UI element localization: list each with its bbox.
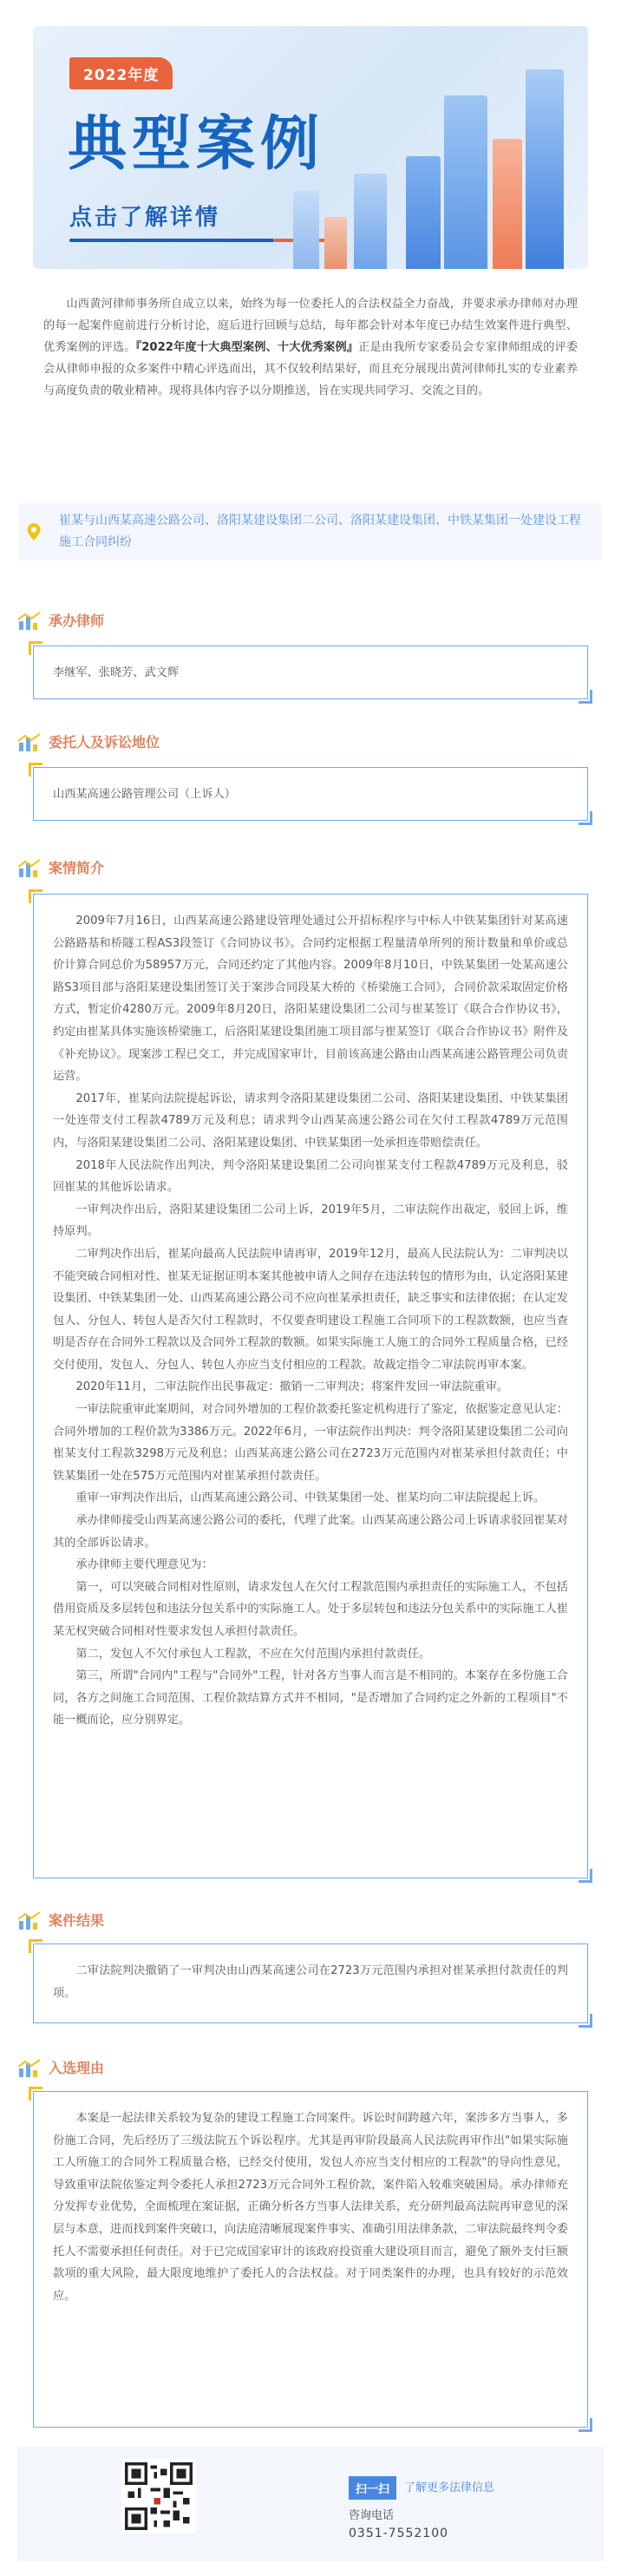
footer: [17, 2447, 604, 2561]
section-header-summary: [17, 855, 604, 881]
summary-paragraph: 一审法院重审此案期间，对合同外增加的工程价款委托鉴定机构进行了鉴定，依据鉴定意见认定：合同外增加的工程价款为3386万元。2022年6月，一审法院作出判决：判令洛阳某建设集团二公司向崔某支付工程款3298万元及利息；山西某高速公路公司在2723万元范围内对崔某承担付款责任；中铁某集团一处在575万元范围内对崔某承担付款责任。: [53, 1403, 568, 1483]
section-header-lawyer: [17, 607, 604, 633]
section-label: 案情简介: [49, 860, 105, 876]
qr-code-icon: [125, 2462, 193, 2530]
building-illustration: [406, 156, 441, 269]
section-header-client: [17, 729, 604, 755]
summary-paragraph: 第二，发包人不欠付承包人工程款，不应在欠付范围内承担付款责任。: [75, 1647, 431, 1661]
lawyer-names: 李继军、张晓芳、武文辉: [53, 666, 180, 679]
bar-chart-icon: [17, 2058, 42, 2079]
bar-chart-icon: [17, 611, 42, 632]
summary-paragraph: 承办律师接受山西某高速公路公司的委托，代理了此案。山西某高速公路公司上诉请求驳回崔某对其的全部诉讼请求。: [53, 1514, 568, 1550]
intro-part-a: 山西黄河律师事务所自成立以来，始终为每一位委托人的合法权益全力奋战，并要求承办律师对办理的每一起案件庭前进行分析讨论，庭后进行回顾与总结，每年都会针对本年度已办结生效案件进行典型、优秀案例的评选。: [43, 298, 578, 354]
section-box-client: [33, 767, 588, 821]
year-tag: 2022年度: [69, 57, 173, 89]
summary-paragraph: 一审判决作出后，洛阳某建设集团二公司上诉，2019年5月，二审法院作出裁定，驳回上诉，维持原判。: [53, 1203, 568, 1239]
section-box-lawyer: [33, 646, 588, 699]
reason-text: 本案是一起法律关系较为复杂的建设工程施工合同案件。诉讼时间跨越六年，案涉多方当事人，多份施工合同，先后经历了三级法院五个诉讼程序。尤其是再审阶段最高人民法院再审作出"如果实际施工人所施工的合同外工程质量合格，已经交付使用，发包人亦应当支付相应的工程款"的导向性意见，导致重审法院依鉴定判令委托人承担2723万元合同外工程价款，案件陷入较难突破困局。承办律师充分发挥专业优势，全面梳理在案证据，正确分析各方当事人法律关系，充分研判最高法院再审意见的深层与本意，进而找到案件突破口，向法庭清晰展现案件事实、准确引用法律条款，二审法院最终判令委托人不需要承担任何责任。对于已完成国家审计的该政府投资重大建设项目而言，避免了额外支付巨额款项的重大风险，最大限度地维护了委托人的合法权益。对于同类案件的办理，也具有较好的示范效应。: [53, 2112, 568, 2303]
case-title: 崔某与山西某高速公路公司、洛阳某建设集团二公司、洛阳某建设集团、中铁某集团一处建设工程施工合同纠纷: [59, 514, 581, 549]
scan-badge: 扫一扫: [349, 2476, 396, 2500]
section-label: 承办律师: [49, 613, 105, 629]
summary-paragraph: 承办律师主要代理意见为：: [75, 1558, 213, 1572]
section-label: 案件结果: [49, 1912, 105, 1929]
intro-text: [43, 293, 578, 402]
section-label: 入选理由: [49, 2060, 105, 2076]
qr-code[interactable]: [121, 2459, 196, 2533]
building-illustration: [526, 69, 564, 269]
banner-title: 典型案例: [68, 110, 325, 179]
location-pin-icon: [26, 522, 42, 541]
building-illustration: [493, 139, 522, 269]
summary-paragraph: 二审判决作出后，崔某向最高人民法院申请再审，2019年12月，最高人民法院认为：二审判决以不能突破合同相对性、崔某无证据证明本案其他被申请人之间存在违法转包的情形为由，认定洛阳某建设集团、中铁某集团一处、山西某高速公路公司不应向崔某承担责任，缺乏事实和法律依据；在认定发包人、分包人、转包人是否欠付工程款时，不仅要查明建设工程施工合同项下的工程款数额，也应当查明是否存在合同外工程款以及合同外工程款的数额。如果实际施工人施工的合同外工程质量合格，已经交付使用，发包人、分包人、转包人亦应当支付相应的工程款。故裁定指令二审法院再审本案。: [53, 1247, 568, 1372]
summary-paragraph: 2018年人民法院作出判决，判令洛阳某建设集团二公司向崔某支付工程款4789万元及利息，驳回崔某的其他诉讼请求。: [53, 1158, 568, 1195]
section-header-result: [17, 1907, 604, 1933]
section-box-reason: [33, 2091, 588, 2428]
summary-paragraph: 2017年，崔某向法院提起诉讼，请求判令洛阳某建设集团二公司、洛阳某建设集团、中铁某集团一处连带支付工程款4789万元及利息；请求判令山西某高速公路公司在欠付工程款4789万元范围内，与洛阳某建设集团二公司、洛阳某建设集团、中铁某集团一处承担连带赔偿责任。: [53, 1091, 568, 1150]
result-text: 二审法院判决撤销了一审判决由山西某高速公司在2723万元范围内承担对崔某承担付款责任的判项。: [53, 1964, 568, 2000]
intro-part-b: 正是由我所专家委员会专家律师组成的评委会从律师申报的众多案件中精心评选而出，其不仅较利结果好，而且充分展现出黄河律师扎实的专业素养与高度负责的敬业精神。现将具体内容予以分期推送，旨在实现共同学习、交流之目的。: [43, 341, 579, 397]
subtitle-underline: [69, 239, 274, 242]
footer-title: 了解更多法律信息: [404, 2481, 495, 2494]
bar-chart-icon: [17, 858, 42, 879]
banner-subtitle[interactable]: 点击了解详情: [69, 205, 221, 231]
building-illustration: [293, 191, 319, 269]
client-info: 山西某高速公路管理公司（上诉人）: [53, 788, 236, 801]
summary-paragraph: 第一，可以突破合同相对性原则，请求发包人在欠付工程款范围内承担责任的实际施工人，不包括借用资质及多层转包和违法分包关系中的实际施工人。处于多层转包和违法分包关系中的实际施工人崔某无权突破合同相对性要求发包人承担付款责任。: [53, 1580, 568, 1638]
banner[interactable]: [33, 26, 588, 269]
intro-highlight: 『2022年度十大典型案例、十大优秀案例』: [135, 341, 359, 354]
summary-paragraph: 2020年11月，二审法院作出民事裁定：撤销一二审判决；将案件发回一审法院重审。: [75, 1380, 509, 1394]
bar-chart-icon: [17, 1911, 42, 1931]
section-box-summary: [33, 894, 588, 1878]
building-illustration: [324, 217, 347, 269]
summary-paragraph: 重审一审判决作出后，山西某高速公路公司、中铁某集团一处、崔某均向二审法院提起上诉。: [75, 1491, 546, 1505]
building-illustration: [354, 174, 387, 269]
summary-body: [34, 895, 587, 1747]
building-illustration: [444, 95, 487, 269]
phone-number[interactable]: 0351-7552100: [349, 2527, 449, 2540]
bar-chart-icon: [17, 732, 42, 753]
consult-label: 咨询电话: [349, 2509, 395, 2522]
summary-paragraph: 2009年7月16日，山西某高速公路建设管理处通过公开招标程序与中标人中铁某集团针对某高速公路路基和桥隧工程AS3段签订《合同协议书》。合同约定根据工程量清单所列的预计数量和单价或总价计算合同总价为58957万元，合同还约定了其他内容。2009年8月10日，中铁某集团一处某高速公路S3项目部与洛阳某建设集团签订关于案涉合同段某大桥的《桥梁施工合同》，合同价款采取固定价格方式，暂定价4280万元。2009年8月20日，洛阳某建设集团二公司与崔某签订《联合合作协议书》，约定由崔某具体实施该桥梁施工，后洛阳某建设集团施工项目部与崔某签订《联合合作协议书》附件及《补充协议》。现案涉工程已交工，并完成国家审计，目前该高速公路由山西某高速公路管理公司负责运营。: [53, 914, 568, 1084]
section-header-reason: [17, 2055, 604, 2081]
section-label: 委托人及诉讼地位: [49, 734, 160, 751]
case-title-box: [19, 503, 602, 560]
section-box-result: [33, 1943, 588, 2023]
summary-paragraph: 第三，所谓"合同内"工程与"合同外"工程，针对各方当事人而言是不相同的。本案存在多份施工合同，各方之间施工合同范围、工程价款结算方式并不相同，"是否增加了合同约定之外新的工程项目"不能一概而论，应分别界定。: [53, 1669, 568, 1727]
